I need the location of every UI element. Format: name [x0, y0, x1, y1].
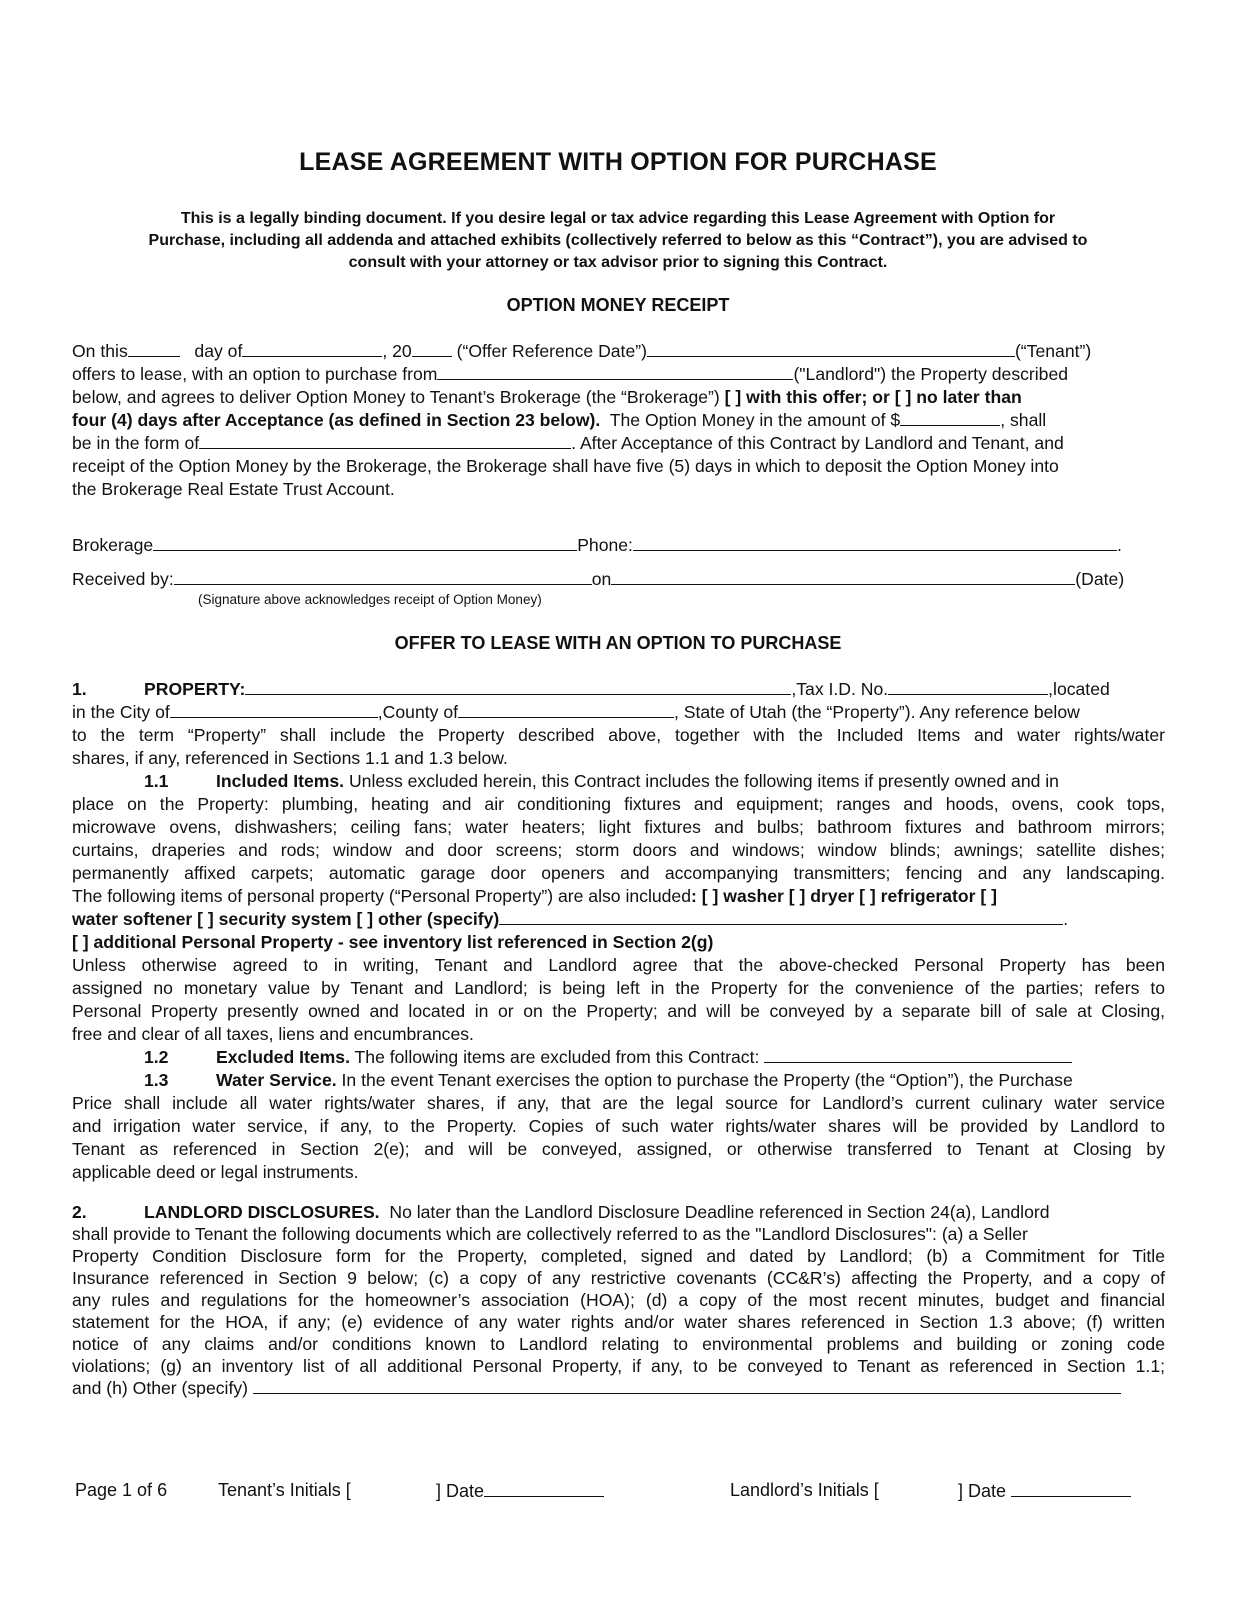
receipt-line-1: On this day of , 20 (“Offer Reference Date”) (“Tenant”): [72, 341, 1092, 361]
brokerage-blank[interactable]: [153, 534, 577, 551]
year-blank[interactable]: [412, 340, 452, 357]
section-2-line-5: any rules and regulations for the homeowner’s association (HOA); (d) a copy of the most recent minutes, budget and financial: [72, 1290, 1165, 1310]
receipt-line-5: be in the form of . After Acceptance of this Contract by Landlord and Tenant, and: [72, 433, 1064, 453]
section-2-line-6: statement for the HOA, if any; (e) evidence of any water rights and/or water shares referenced in Section 1.3 above; (f) written: [72, 1312, 1165, 1332]
section-1-3-line-1: 1.3 Water Service. In the event Tenant exercises the option to purchase the Property (the “Option”), the Purchase: [144, 1070, 1073, 1090]
city-blank[interactable]: [170, 701, 378, 718]
notice-line: This is a legally binding document. If you desire legal or tax advice regarding this Lease Agreement with Option for: [180, 210, 1056, 227]
notice-line: Purchase, including all addenda and attached exhibits (collectively referred to below as this “Contract”), you are advised to: [148, 232, 1088, 249]
section-1-1-line-11: Personal Property presently owned and located in or on the Property; and will be conveyed by a separate bill of sale at Closing,: [72, 1001, 1165, 1021]
section-1-3-line-4: Tenant as referenced in Section 2(e); and will be conveyed, assigned, or otherwise transferred to Tenant at Closing by: [72, 1139, 1165, 1159]
landlord-date-label: ] Date: [958, 1480, 1131, 1502]
section-1-1-line-8: [ ] additional Personal Property - see inventory list referenced in Section 2(g): [72, 932, 714, 952]
section-1-3-line-5: applicable deed or legal instruments.: [72, 1162, 359, 1182]
tenant-name-blank[interactable]: [647, 340, 1015, 357]
receipt-line-2: offers to lease, with an option to purchase from ("Landlord") the Property described: [72, 364, 1069, 384]
other-disclosures-blank[interactable]: [253, 1377, 1121, 1394]
section-heading-offer: OFFER TO LEASE WITH AN OPTION TO PURCHASE: [394, 633, 842, 653]
section-1-1-line-4: curtains, draperies and rods; window and door screens; storm doors and windows; window blinds; awnings; satellite dishes;: [72, 840, 1165, 860]
section-1-line-4: shares, if any, referenced in Sections 1.1 and 1.3 below.: [72, 748, 508, 768]
receipt-line-4: four (4) days after Acceptance (as defined in Section 23 below). The Option Money in the amount of $ , shall: [72, 410, 1047, 430]
section-1-line-3: to the term “Property” shall include the Property described above, together with the Included Items and water rights/water: [72, 725, 1165, 745]
section-1-1-line-1: 1.1 Included Items. Unless excluded herein, this Contract includes the following items if presently owned and in: [144, 771, 1059, 791]
section-1-3-line-2: Price shall include all water rights/water shares, if any, that are the legal source for Landlord’s current culinary water service: [72, 1093, 1165, 1113]
tenant-date-label: ] Date: [436, 1480, 604, 1502]
property-address-blank[interactable]: [245, 678, 791, 695]
other-personal-property-blank[interactable]: [499, 908, 1063, 925]
section-2-line-3: Property Condition Disclosure form for the Property, completed, signed and dated by Landlord; (b) a Commitment for Title: [72, 1246, 1165, 1266]
landlord-date-blank[interactable]: [1011, 1480, 1131, 1497]
section-2-line-7: notice of any claims and/or conditions known to Landlord relating to environmental problems and building or zoning code: [72, 1334, 1165, 1354]
section-1-line-1: 1. PROPERTY: ,Tax I.D. No. ,located: [72, 679, 1110, 699]
section-1-line-2: in the City of ,County of , State of Utah (the “Property”). Any reference below: [72, 702, 1080, 722]
day-blank[interactable]: [128, 340, 180, 357]
page-number: Page 1 of 6: [75, 1480, 168, 1500]
section-1-1-line-2: place on the Property: plumbing, heating and air conditioning fixtures and equipment; ranges and hoods, ovens, cook tops,: [72, 794, 1165, 814]
document-title: LEASE AGREEMENT WITH OPTION FOR PURCHASE: [299, 148, 937, 176]
section-1-1-line-12: free and clear of all taxes, liens and encumbrances.: [72, 1024, 474, 1044]
received-date-blank[interactable]: [611, 568, 1075, 585]
section-1-1-line-5: permanently affixed carpets; automatic garage door openers and accompanying transmitters; fencing and any landscaping.: [72, 863, 1165, 883]
section-1-1-line-6: The following items of personal property (“Personal Property”) are also included: [ ] washer [ ] dryer [ ] refrigerator [ ]: [72, 886, 997, 906]
excluded-items-blank[interactable]: [764, 1046, 1072, 1063]
section-1-1-line-10: assigned no monetary value by Tenant and Landlord; is being left in the Property for the convenience of the parties; refers to: [72, 978, 1165, 998]
month-blank[interactable]: [242, 340, 382, 357]
notice-line: consult with your attorney or tax advisor prior to signing this Contract.: [348, 254, 888, 271]
payment-form-blank[interactable]: [199, 432, 571, 449]
section-1-1-line-9: Unless otherwise agreed to in writing, Tenant and Landlord agree that the above-checked Personal Property has been: [72, 955, 1165, 975]
brokerage-line: Brokerage Phone: .: [72, 535, 1122, 555]
section-1-1-line-3: microwave ovens, dishwashers; ceiling fans; water heaters; light fixtures and bulbs; bathroom fixtures and bathroom mirrors;: [72, 817, 1165, 837]
received-by-line: Received by: on (Date): [72, 569, 1125, 589]
county-blank[interactable]: [458, 701, 674, 718]
landlord-initials-label: Landlord’s Initials [: [730, 1480, 879, 1500]
section-2-line-8: violations; (g) an inventory list of all additional Personal Property, if any, to be conveyed to Tenant as referenced in Section 1.1;: [72, 1356, 1165, 1376]
section-2-line-9: and (h) Other (specify): [72, 1377, 1165, 1400]
landlord-name-blank[interactable]: [437, 363, 793, 380]
tenant-initials-label: Tenant’s Initials [: [218, 1480, 351, 1500]
phone-blank[interactable]: [633, 534, 1117, 551]
tax-id-blank[interactable]: [888, 678, 1048, 695]
received-by-signature-blank[interactable]: [174, 568, 592, 585]
section-1-2: 1.2 Excluded Items. The following items are excluded from this Contract:: [72, 1046, 1165, 1069]
signature-note: (Signature above acknowledges receipt of Option Money): [198, 592, 542, 607]
section-1-1-line-7: water softener [ ] security system [ ] other (specify) .: [72, 909, 1069, 929]
section-2-line-4: Insurance referenced in Section 9 below; (c) a copy of any restrictive covenants (CC&R’s) affecting the Property, and a copy of: [72, 1268, 1165, 1288]
receipt-line-7: the Brokerage Real Estate Trust Account.: [72, 479, 395, 499]
section-2-line-1: 2. LANDLORD DISCLOSURES. No later than the Landlord Disclosure Deadline referenced in Section 24(a), Landlord: [72, 1202, 1050, 1222]
section-1-3-line-3: and irrigation water service, if any, to the Property. Copies of such water rights/water shares will be provided by Landlord to: [72, 1116, 1165, 1136]
receipt-line-6: receipt of the Option Money by the Brokerage, the Brokerage shall have five (5) days in which to deposit the Option Money into: [72, 456, 1059, 476]
tenant-date-blank[interactable]: [484, 1480, 604, 1497]
section-2-line-2: shall provide to Tenant the following documents which are collectively referred to as the "Landlord Disclosures": (a) a Seller: [72, 1224, 1028, 1244]
receipt-line-3: below, and agrees to deliver Option Money to Tenant’s Brokerage (the “Brokerage”) [ ] with this offer; or [ ] no later than: [72, 387, 1022, 407]
option-money-amount-blank[interactable]: [900, 409, 1000, 426]
legal-notice: [80, 208, 1156, 274]
section-heading-option-money-receipt: OPTION MONEY RECEIPT: [506, 295, 730, 315]
